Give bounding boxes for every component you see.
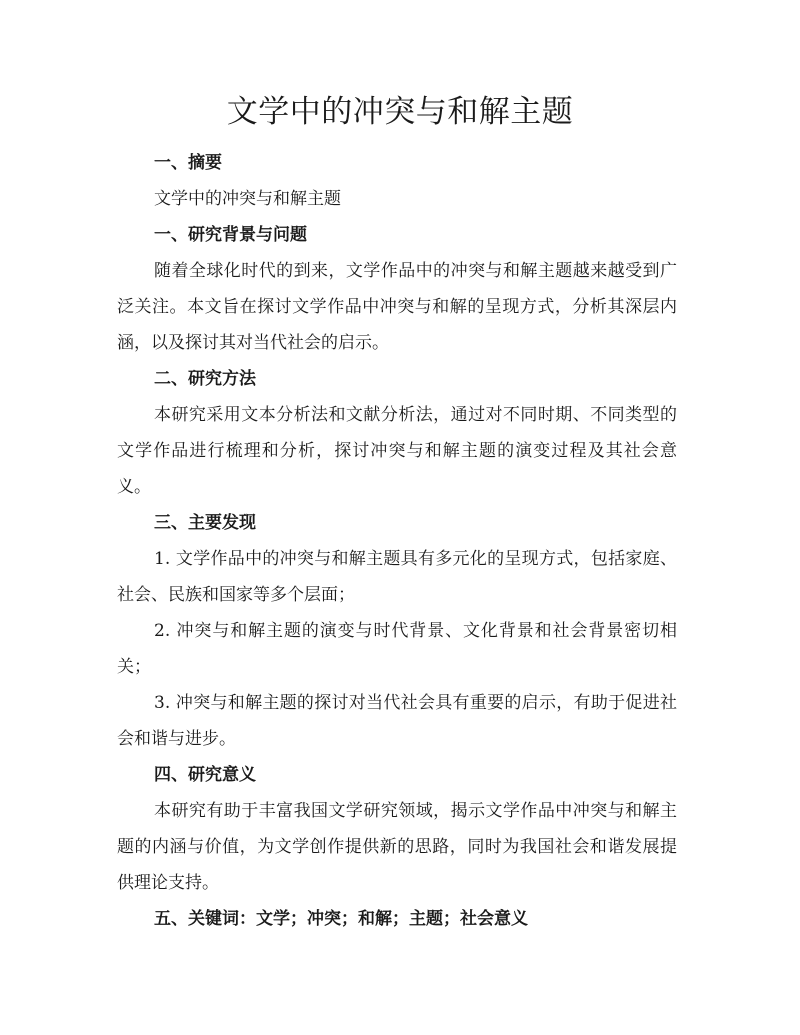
document-title: 文学中的冲突与和解主题 <box>226 94 574 130</box>
keywords-line: 五、关键词：文学；冲突；和解；主题；社会意义 <box>154 909 528 929</box>
section-heading-background: 一、研究背景与问题 <box>154 225 307 245</box>
document-body <box>117 145 677 937</box>
significance-paragraph: 本研究有助于丰富我国文学研究领域，揭示文学作品中冲突与和解主题的内涵与价值，为文学创作提供新的思路，同时为我国社会和谐发展提供理论支持。 <box>117 801 677 893</box>
finding-item: 1. 文学作品中的冲突与和解主题具有多元化的呈现方式，包括家庭、社会、民族和国家等多个层面； <box>117 549 677 605</box>
background-paragraph: 随着全球化时代的到来，文学作品中的冲突与和解主题越来越受到广泛关注。本文旨在探讨文学作品中冲突与和解的呈现方式，分析其深层内涵，以及探讨其对当代社会的启示。 <box>117 261 677 353</box>
finding-item: 3. 冲突与和解主题的探讨对当代社会具有重要的启示，有助于促进社会和谐与进步。 <box>117 693 677 749</box>
section-heading-findings: 三、主要发现 <box>154 513 256 533</box>
section-heading-methods: 二、研究方法 <box>154 369 256 389</box>
section-heading-significance: 四、研究意义 <box>154 765 256 785</box>
abstract-text: 文学中的冲突与和解主题 <box>154 189 341 209</box>
methods-paragraph: 本研究采用文本分析法和文献分析法，通过对不同时期、不同类型的文学作品进行梳理和分析，探讨冲突与和解主题的演变过程及其社会意义。 <box>117 405 677 497</box>
section-heading-abstract: 一、摘要 <box>154 153 222 173</box>
finding-item: 2. 冲突与和解主题的演变与时代背景、文化背景和社会背景密切相关； <box>117 621 677 677</box>
